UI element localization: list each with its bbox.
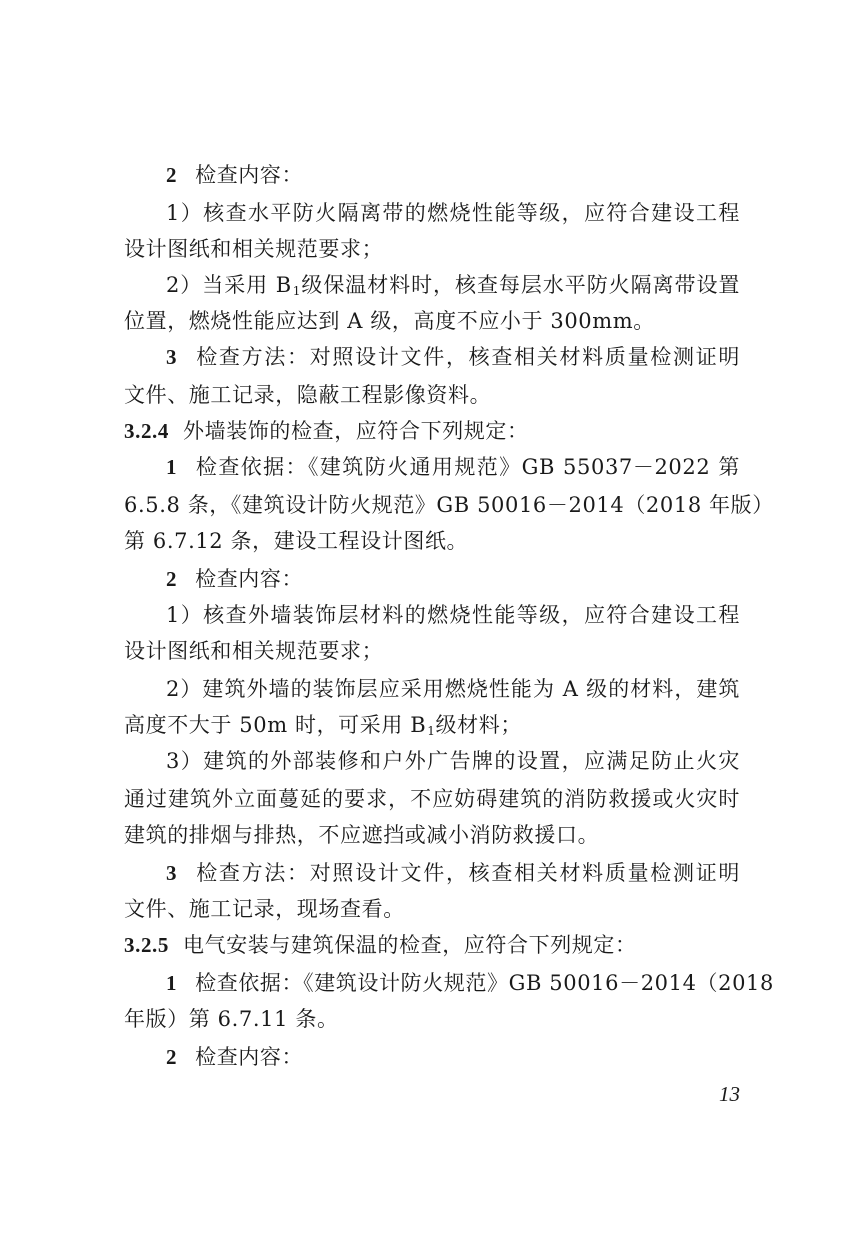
paragraph-line — [166, 342, 740, 372]
paragraph-line — [166, 600, 740, 630]
line-text: 检查依据：《建筑防火通用规范》GB 55037－2022 第 — [195, 455, 740, 479]
paragraph-line — [124, 894, 740, 924]
item-number: 1 — [166, 971, 178, 995]
paragraph-line — [166, 198, 740, 228]
line-text-post: 级材料； — [435, 713, 522, 737]
line-text: 设计图纸和相关规范要求； — [124, 639, 384, 663]
paragraph-line — [166, 674, 740, 704]
paragraph-line — [166, 1042, 740, 1072]
line-text: 检查内容： — [195, 567, 304, 591]
paragraph-line — [124, 380, 740, 410]
clause-heading — [124, 416, 740, 446]
line-text: 建筑的排烟与排热，不应遮挡或减小消防救援口。 — [124, 823, 600, 847]
line-text: 文件、施工记录，隐蔽工程影像资料。 — [124, 383, 492, 407]
line-text: 检查依据：《建筑设计防火规范》GB 50016－2014（2018 — [195, 971, 774, 995]
line-text: 6.5.8 条，《建筑设计防火规范》GB 50016－2014（2018 年版） — [124, 493, 774, 517]
paragraph-line — [124, 636, 740, 666]
paragraph-line — [166, 270, 740, 300]
paragraph-line — [124, 1004, 740, 1034]
page-number: 13 — [719, 1082, 740, 1106]
line-text: 检查内容： — [195, 1045, 304, 1069]
line-text: 1）核查外墙装饰层材料的燃烧性能等级，应符合建设工程 — [166, 603, 740, 627]
line-text: 2）建筑外墙的装饰层应采用燃烧性能为 A 级的材料，建筑 — [166, 677, 740, 701]
line-text: 设计图纸和相关规范要求； — [124, 237, 384, 261]
paragraph-line — [124, 526, 740, 556]
clause-heading — [124, 930, 740, 960]
line-text-pre: 2）当采用 B — [166, 273, 292, 297]
paragraph-line — [166, 746, 740, 776]
paragraph-line — [124, 784, 740, 814]
line-text: 检查内容： — [195, 163, 304, 187]
paragraph-line — [166, 452, 740, 482]
item-number: 3 — [166, 345, 178, 369]
subscript: 1 — [292, 284, 302, 298]
paragraph-line — [124, 306, 740, 336]
clause-number: 3.2.5 — [124, 933, 169, 957]
line-text: 3）建筑的外部装修和户外广告牌的设置，应满足防止火灾 — [166, 749, 740, 773]
subscript: 1 — [427, 724, 436, 738]
line-text: 通过建筑外立面蔓延的要求，不应妨碍建筑的消防救援或火灾时 — [124, 787, 740, 811]
line-text: 电气安装与建筑保温的检查，应符合下列规定： — [183, 933, 637, 957]
paragraph-line — [166, 858, 740, 888]
line-text: 1）核查水平防火隔离带的燃烧性能等级，应符合建设工程 — [166, 201, 740, 225]
paragraph-line — [166, 564, 740, 594]
item-number: 1 — [166, 455, 178, 479]
clause-number: 3.2.4 — [124, 419, 169, 443]
paragraph-line — [124, 710, 740, 740]
paragraph-line — [124, 820, 740, 850]
item-number: 2 — [166, 163, 178, 187]
line-text: 文件、施工记录，现场查看。 — [124, 897, 405, 921]
paragraph-line — [124, 490, 774, 520]
line-text: 外墙装饰的检查，应符合下列规定： — [183, 419, 529, 443]
line-text-pre: 高度不大于 50m 时，可采用 B — [124, 713, 427, 737]
line-text: 检查方法：对照设计文件，核查相关材料质量检测证明 — [195, 345, 740, 369]
line-text: 第 6.7.12 条，建设工程设计图纸。 — [124, 529, 469, 553]
line-text-post: 级保温材料时，核查每层水平防火隔离带设置 — [301, 273, 740, 297]
line-text: 位置，燃烧性能应达到 A 级，高度不应小于 300mm。 — [124, 309, 655, 333]
item-number: 3 — [166, 861, 178, 885]
paragraph-line — [166, 968, 774, 998]
item-number: 2 — [166, 1045, 178, 1069]
item-number: 2 — [166, 567, 178, 591]
line-text: 检查方法：对照设计文件，核查相关材料质量检测证明 — [195, 861, 740, 885]
paragraph-line — [124, 234, 740, 264]
paragraph-line — [166, 160, 740, 190]
line-text: 年版）第 6.7.11 条。 — [124, 1007, 339, 1031]
